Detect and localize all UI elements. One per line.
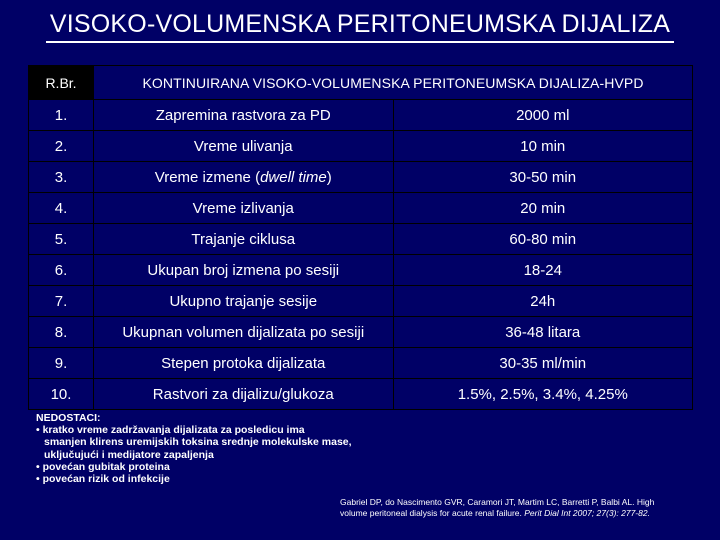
citation-journal: Perit Dial Int 2007; 27(3): 277-82. [524,508,650,518]
row-parameter: Vreme ulivanja [94,131,394,162]
table-row [29,162,693,193]
row-number: 10. [29,379,94,410]
row-value: 36-48 litara [393,317,693,348]
row-value: 2000 ml [393,100,693,131]
table-row [29,224,693,255]
row-number: 3. [29,162,94,193]
row-parameter-italic: dwell time [260,168,327,186]
row-value: 10 min [393,131,693,162]
row-parameter: Ukupno trajanje sesije [94,286,394,317]
citation-text: volume peritoneal dialysis for acute renal failure. [340,508,525,518]
row-parameter: Ukupan broj izmena po sesiji [94,255,394,286]
notes-item-continuation: smanjen klirens uremijskih toksina srednje molekulske mase, [44,436,352,449]
table-row [29,131,693,162]
row-value: 24h [393,286,693,317]
notes-item: • povećan rizik od infekcije [36,473,170,486]
row-number: 6. [29,255,94,286]
table-header-row [29,66,693,100]
header-number: R.Br. [29,66,94,100]
row-number: 2. [29,131,94,162]
table-row [29,348,693,379]
row-parameter-text: Vreme izmene ( [154,168,261,186]
row-parameter: Ukupnan volumen dijalizata po sesiji [94,317,394,348]
notes-item: • kratko vreme zadržavanja dijalizata za posledicu ima [36,424,305,437]
row-number: 5. [29,224,94,255]
row-number: 1. [29,100,94,131]
drawbacks-notes [36,412,352,485]
table-row [29,317,693,348]
notes-heading: NEDOSTACI: [36,412,101,424]
row-parameter: Vreme izlivanja [94,193,394,224]
row-parameter: Rastvori za dijalizu/glukoza [94,379,394,410]
row-number: 9. [29,348,94,379]
table-row [29,379,693,410]
row-number: 7. [29,286,94,317]
row-parameter [94,162,394,193]
row-parameter: Stepen protoka dijalizata [94,348,394,379]
row-number: 8. [29,317,94,348]
page-title: VISOKO-VOLUMENSKA PERITONEUMSKA DIJALIZA [49,10,671,38]
notes-item-continuation: uključujući i medijatore zapaljenja [44,448,214,461]
citation-line [340,508,705,519]
hvpd-table [28,65,693,410]
row-value: 20 min [393,193,693,224]
title-underline [46,41,674,43]
row-value: 30-50 min [393,162,693,193]
notes-item: • povećan gubitak proteina [36,460,170,473]
table-row [29,255,693,286]
table-row [29,100,693,131]
row-parameter: Trajanje ciklusa [94,224,394,255]
row-parameter: Zapremina rastvora za PD [94,100,394,131]
row-value: 18-24 [393,255,693,286]
row-value: 60-80 min [393,224,693,255]
header-title: KONTINUIRANA VISOKO-VOLUMENSKA PERITONEUMSKA DIJALIZA-HVPD [94,66,693,100]
row-number: 4. [29,193,94,224]
table-row [29,286,693,317]
reference-citation [340,497,705,519]
row-value: 1.5%, 2.5%, 3.4%, 4.25% [393,379,693,410]
citation-line: Gabriel DP, do Nascimento GVR, Caramori JT, Martim LC, Barretti P, Balbi AL. High [340,497,655,507]
row-parameter-text-end: ) [326,168,332,186]
row-value: 30-35 ml/min [393,348,693,379]
table-row [29,193,693,224]
